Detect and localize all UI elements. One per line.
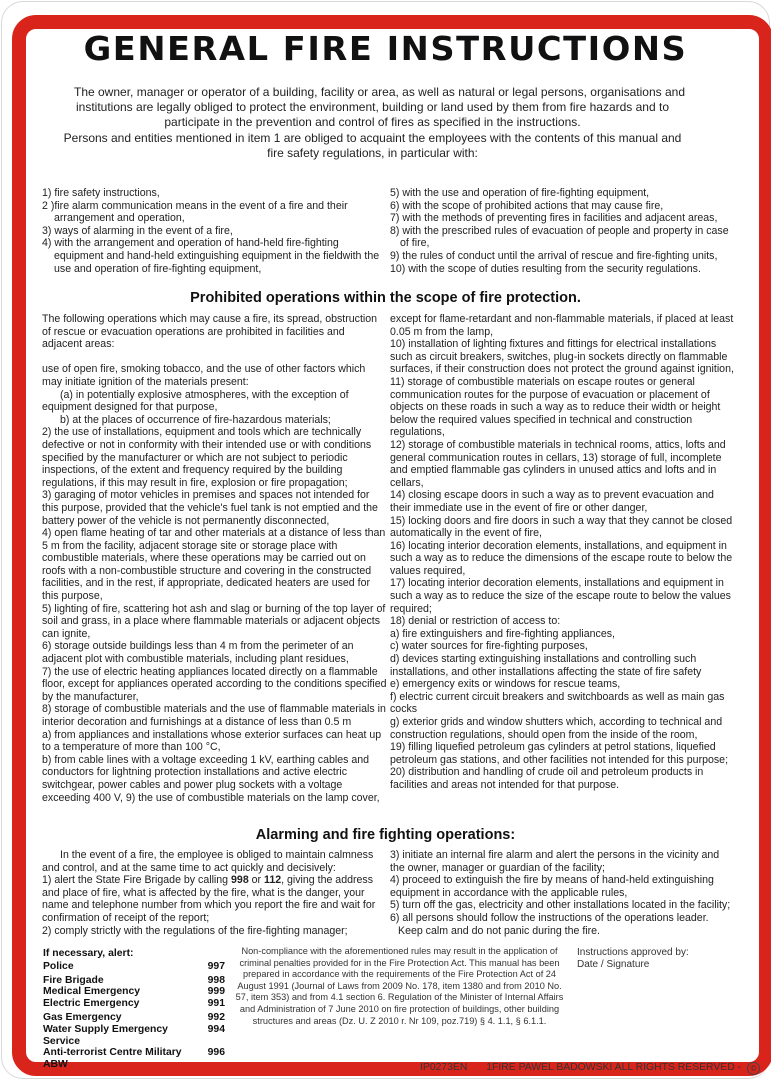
list-item: 1) fire safety instructions,	[42, 187, 160, 199]
alarming-column-left	[42, 849, 392, 937]
paragraph: 12) storage of combustible materials in technical rooms, attics, lofts and general communication routes in cellars, 13) storage of full, incomplete and emptied flammable gas cylinders in unused attics and lofts and in cellars,	[390, 438, 726, 489]
paragraph: 20) distribution and handling of crude oil and petroleum products in facilities and areas not intended for that purpose.	[390, 766, 704, 791]
intro-paragraph-1: The owner, manager or operator of a building, facility or area, as well as natural or legal persons, organisations and institutions are legally obliged to protect the environment, building or land used by them from fire hazards and to participate in the prevention and control of fires as specified in the instructions.	[74, 85, 686, 130]
list-item: 9) the rules of conduct until the arrival of rescue and fire-fighting units,	[390, 249, 718, 262]
list-item: 8) with the prescribed rules of evacuation of people and property in case of fire,	[390, 224, 729, 250]
list-item: 10) with the scope of duties resulting from the security regulations.	[390, 262, 701, 275]
paragraph: c) water sources for fire-fighting purposes,	[390, 640, 588, 653]
paragraph: (a) in potentially explosive atmospheres, with the exception of equipment designed for that purpose,	[42, 388, 349, 414]
paragraph: a) fire extinguishers and fire-fighting appliances,	[390, 627, 615, 640]
paragraph: 16) locating interior decoration elements, installations, and equipment in such a way as to reduce the dimensions of the escape route to below the values required,	[390, 539, 733, 577]
list-item: 6) with the scope of prohibited actions that may cause fire,	[390, 199, 664, 212]
paragraph: Keep calm and do not panic during the fire.	[398, 924, 601, 937]
paragraph: 15) locking doors and fire doors in such a way that they cannot be closed automatically in the event of fire,	[390, 514, 733, 540]
emergency-row: Medical Emergency 999	[43, 986, 225, 998]
intro-paragraph-2: Persons and entities mentioned in item 1 are obliged to acquaint the employees with the contents of this manual and fire safety regulations, in particular with:	[63, 130, 682, 160]
prohibited-column-right	[390, 313, 735, 792]
paragraph: b) at the places of occurrence of fire-hazardous materials;	[60, 413, 331, 426]
paragraph: 11) storage of combustible materials on escape routes or general communication routes for the purpose of evacuation or placement of objects on these roads in such a way as to reduce their width or height below the required values specified in technical and construction regulations,	[390, 375, 721, 439]
legal-note: Non-compliance with the aforementioned rules may result in the application of criminal penalties provided for in the Fire Protection Act. This manual has been prepared in accordance with the requirements of the Fire Protection Act of 24 August 1991 (Journal of Laws from 2009 No. 178, item 1380 and from 2010 No. 57, item 353) and from 4.1 section 6. Regulation of the Minister of Internal Affairs and Administration of 7 June 2010 on fire protection of buildings, other building structures and areas (Dz. U. Z 2010 r. Nr 109, poz.719) § 4. 1.1, § 6.1.1.	[235, 946, 564, 1026]
list-item: 5) with the use and operation of fire-fighting equipment,	[390, 187, 650, 199]
copyright-icon: ©	[747, 1062, 760, 1075]
training-list-left	[42, 187, 387, 275]
paragraph: 2) comply strictly with the regulations of the fire-fighting manager;	[42, 924, 348, 937]
paragraph: 14) closing escape doors in such a way as to prevent evacuation and their immediate use in the event of fire or other danger,	[390, 489, 714, 514]
paragraph: f) electric current circuit breakers and switchboards as well as main gas cocks	[390, 690, 725, 716]
paragraph: 5) turn off the gas, electricity and other installations located in the facility;	[390, 899, 731, 912]
paragraph: use of open fire, smoking tobacco, and the use of other factors which may initiate ignition of the materials present:	[42, 363, 366, 388]
paragraph: a) from appliances and installations whose exterior surfaces can heat up to a temperature of more than 100 °C,	[42, 728, 382, 754]
emergency-row: Electric Emergency 991	[43, 998, 225, 1010]
training-list-right	[390, 187, 735, 275]
paragraph: b) from cable lines with a voltage exceeding 1 kV, earthing cables and conductors for lightning protection installations and active electric switchgear, power cables and power plug sockets with a voltage exceeding 400 V, 9) the use of combustible materials on the lamp cover,	[42, 753, 380, 804]
prohibited-column-left	[42, 313, 387, 804]
rights-text: 1FIRE PAWEL BADOWSKI ALL RIGHTS RESERVED -	[486, 1062, 742, 1073]
page-title: GENERAL FIRE INSTRUCTIONS	[83, 29, 688, 68]
emergency-row: Anti-terrorist Centre Military ABW 996	[43, 1047, 225, 1071]
emergency-heading: If necessary, alert:	[43, 948, 134, 959]
emergency-row: Police 997	[43, 960, 225, 972]
phone-number: 998	[231, 874, 249, 887]
paragraph: d) devices starting extinguishing installations and controlling such installations, and other installations affecting the state of fire safety	[390, 653, 702, 678]
list-item: 4) with the arrangement and operation of hand-held fire-fighting equipment and hand-held extinguishing equipment in the fieldwith the use and operation of fire-fighting equipment,	[42, 237, 380, 275]
paragraph: 3) garaging of motor vehicles in premises and spaces not intended for this purpose, provided that the vehicle's fuel tank is not emptied and the battery power of the vehicle is not permanently disconnected,	[42, 489, 378, 527]
paragraph: 8) storage of combustible materials and the use of flammable materials in interior decoration and furnishings at a distance of less than 0.5 m	[42, 703, 386, 728]
paragraph: 4) proceed to extinguish the fire by means of hand-held extinguishing equipment in accordance with the applicable rules,	[390, 874, 714, 899]
list-item: 7) with the methods of preventing fires in facilities and adjacent areas,	[390, 212, 718, 225]
emergency-row: Gas Emergency 992	[43, 1011, 225, 1023]
paragraph: 4) open flame heating of tar and other materials at a distance of less than 5 m from the facility, adjacent storage site or storage place with combustible materials, where these operations may be carried out on roofs with a non-combustible structure and covering in the constructed facilities, and in the rest, if appropriate, dedicated heaters are used for this purpose,	[42, 527, 386, 603]
paragraph: e) emergency exits or windows for rescue teams,	[390, 678, 621, 691]
paragraph: In the event of a fire, the employee is obliged to maintain calmness and control, and at the same time to act quickly and decisively:	[42, 849, 374, 874]
list-item: 3) ways of alarming in the event of a fire,	[42, 224, 233, 237]
paragraph: 6) all persons should follow the instructions of the operations leader.	[390, 911, 709, 924]
paragraph: 2) the use of installations, equipment and tools which are technically defective or not in conformity with their intended use or with conditions specified by the manufacturer or which are not subject to periodic inspections, of the extent and frequency required by the building regulations, if this may result in fire, explosion or fire propagation;	[42, 426, 372, 489]
paragraph: The following operations which may cause a fire, its spread, obstruction of rescue or evacuation operations are prohibited in facilities and adjacent areas:	[42, 313, 378, 351]
paragraph: 17) locating interior decoration elements, installations and equipment in such a way as to reduce the size of the escape route to below the values required;	[390, 577, 731, 615]
paragraph: 3) initiate an internal fire alarm and alert the persons in the vicinity and the owner, manager or guardian of the facility;	[390, 849, 720, 874]
footer	[420, 1062, 760, 1075]
intro-text	[60, 85, 685, 161]
alarming-heading: Alarming and fire fighting operations:	[255, 827, 516, 843]
prohibited-heading: Prohibited operations within the scope of fire protection.	[190, 290, 581, 306]
product-code: IP0273EN	[420, 1062, 468, 1073]
paragraph: 7) the use of electric heating appliances located directly on a flammable floor, except for appliances operated according to the conditions specified by the manufacturer,	[42, 665, 387, 703]
paragraph: 5) lighting of fire, scattering hot ash and slag or burning of the top layer of soil and grass, in a place where flammable materials or adjacent objects can ignite,	[42, 602, 386, 640]
paragraph: g) exterior grids and window shutters which, according to technical and construction regulations, should open from the inside of the room,	[390, 716, 723, 741]
date-signature-label: Date / Signature	[577, 959, 650, 971]
list-item: 2 )fire alarm communication means in the event of a fire and their arrangement and operation,	[42, 199, 348, 225]
emergency-numbers	[43, 948, 225, 1071]
paragraph: 1) alert the State Fire Brigade by calling 998 or 112, giving the address and place of fire, what is affected by the fire, what is the danger, your name and telephone number from which you report the fire and wait for confirmation of receipt of the report;	[42, 874, 376, 924]
emergency-row: Water Supply Emergency Service 994	[43, 1023, 225, 1047]
phone-number: 112	[264, 874, 282, 887]
alarming-column-right	[390, 849, 735, 937]
approval-label: Instructions approved by:	[577, 947, 689, 958]
paragraph: 19) filling liquefied petroleum gas cylinders at petrol stations, liquefied petroleum gas stations, and other facilities not intended for this purpose;	[390, 741, 729, 766]
approval-block	[577, 947, 689, 972]
emergency-row: Fire Brigade 998	[43, 974, 225, 986]
paragraph: 18) denial or restriction of access to:	[390, 615, 561, 628]
paragraph: 10) installation of lighting fixtures and fittings for electrical installations such as circuit breakers, switches, plug-in sockets directly on flammable surfaces, if their construction does not protect the ground against ignition,	[390, 338, 734, 376]
paragraph: 6) storage outside buildings less than 4 m from the perimeter of an adjacent plot with combustible materials, including plant residues,	[42, 640, 354, 666]
paragraph: except for flame-retardant and non-flammable materials, if placed at least 0.05 m from the lamp,	[390, 313, 734, 338]
